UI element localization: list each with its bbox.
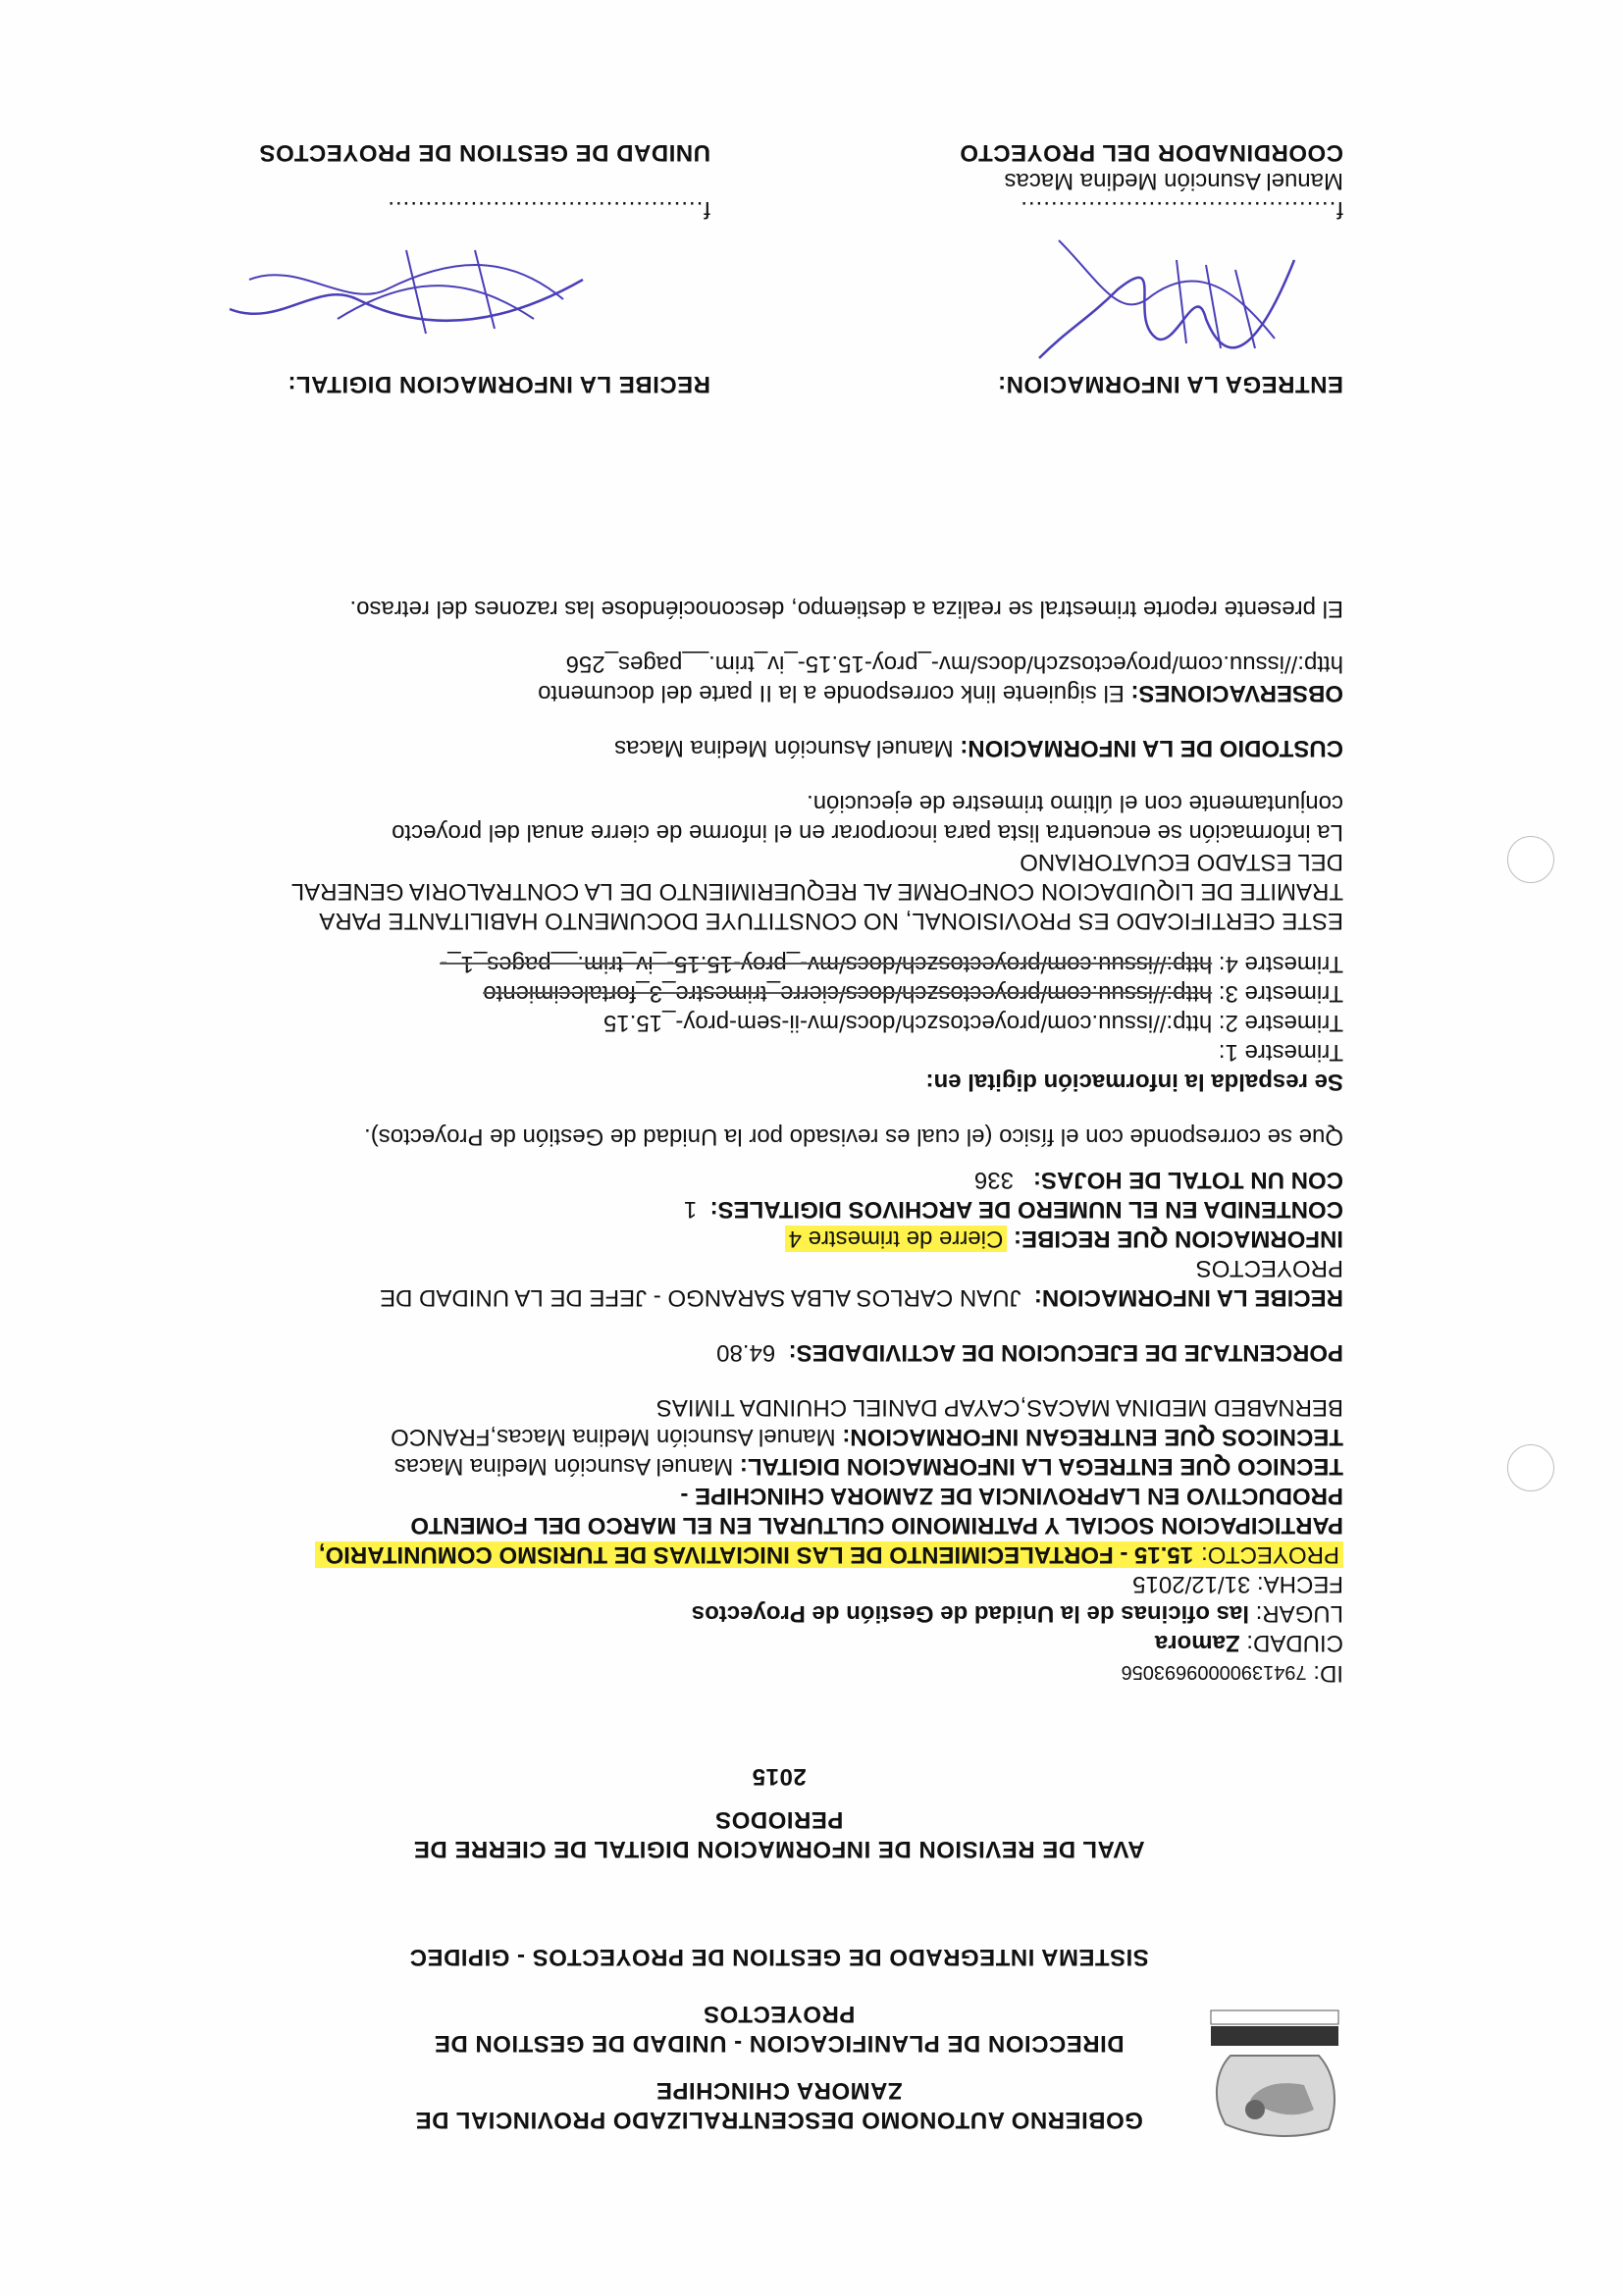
document-year: 2015	[752, 1763, 807, 1790]
custodio-row	[313, 733, 1343, 762]
respalda-heading: Se respalda la información digital en:	[925, 1069, 1343, 1095]
ciudad-value: Zamora	[1154, 1630, 1240, 1656]
trimestre-4-link[interactable]: http://issuu.com/proyectoszch/docs/mv-_proy-15.15-_iv_trim.__pages_1_-	[440, 951, 1213, 977]
fecha-row	[313, 1569, 1343, 1598]
logo-emblem-icon	[1201, 2002, 1348, 2139]
total-hojas-value: 336	[973, 1167, 1014, 1193]
trimestre-1-row	[313, 1037, 1343, 1067]
provincial-logo	[1201, 2002, 1348, 2139]
entrega-dots: f..........................................	[1020, 196, 1343, 223]
gov-line-2: ZAMORA CHINCHIPE	[655, 2077, 903, 2104]
certificado-line-3: DEL ESTADO ECUATORIANO	[1020, 849, 1343, 875]
id-label: ID:	[1313, 1660, 1343, 1687]
recibe-value-1: JUAN CARLOS ALBA SARANGO - JEFE DE LA UNIDAD DE	[380, 1284, 1021, 1311]
trimestre-3-link[interactable]: http://issuu.com/proyectoszch/docs/cierre_trimestre_3_fortalecimiento	[483, 980, 1213, 1007]
dir-line-1: DIRECCION DE PLANIFICACION - UNIDAD DE GESTION DE	[434, 2030, 1125, 2057]
entrega-title: ENTREGA LA INFORMACION:	[997, 371, 1343, 397]
info-recibe-label: INFORMACION QUE RECIBE:	[1014, 1226, 1343, 1252]
tecnicos-row	[313, 1422, 1343, 1451]
total-hojas-label: CON UN TOTAL DE HOJAS:	[1032, 1167, 1343, 1193]
retraso-text: El presente reporte trimestral se realiza a destiempo, desconociéndose las razones del retraso.	[349, 596, 1343, 622]
proyecto-line-1: 15.15 - FORTALECIMIENTO DE LAS INICIATIVAS DE TURISMO COMUNITARIO,	[315, 1541, 1197, 1568]
contenida-label: CONTENIDA EN EL NUMERO DE ARCHIVOS DIGITALES:	[709, 1196, 1343, 1223]
tecnico-label: TECNICO QUE ENTREGA LA INFORMACION DIGITAL:	[739, 1453, 1343, 1480]
porcentaje-value: 64.80	[716, 1339, 776, 1366]
tecnicos-label: TECNICOS QUE ENTREGAN INFORMACION:	[842, 1424, 1343, 1450]
contenida-row	[313, 1194, 1343, 1224]
custodio-label: CUSTODIO DE LA INFORMACION:	[960, 735, 1343, 761]
recibe-label: RECIBE LA INFORMACION:	[1033, 1284, 1343, 1311]
recibe-role: UNIDAD DE GESTION DE PROYECTOS	[259, 139, 710, 166]
lista-line-1: La información se encuentra lista para incorporar en el informe de cierre anual del proyecto	[392, 819, 1343, 846]
ciudad-label: CIUDAD:	[1246, 1630, 1343, 1656]
observaciones-value-1: El siguiente link corresponde a la II parte del documento	[538, 680, 1125, 706]
entrega-name: Manuel Asunción Medina Macas	[1004, 168, 1343, 194]
entrega-signature-scribble	[1020, 231, 1314, 378]
porcentaje-label: PORCENTAJE DE EJECUCION DE ACTIVIDADES:	[788, 1339, 1343, 1366]
tecnicos-value-2: BERNABED MEDINA MACAS,CAYAP DANIEL CHUINDA TIMIAS	[655, 1394, 1343, 1421]
id-value: 79413900009693056	[1121, 1661, 1307, 1683]
punch-hole-lower	[1507, 836, 1554, 883]
entrega-role: COORDINADOR DEL PROYECTO	[959, 139, 1343, 166]
lugar-value: las oficinas de la Unidad de Gestión de Proyectos	[691, 1600, 1249, 1627]
porcentaje-row	[313, 1337, 1343, 1367]
trimestre-4-label: Trimestre 4:	[1218, 951, 1343, 977]
fecha-value: 31/12/2015	[1132, 1571, 1251, 1597]
tecnico-row	[313, 1451, 1343, 1481]
contenida-value: 1	[683, 1196, 698, 1223]
total-hojas-row	[313, 1165, 1343, 1194]
trimestre-2-label: Trimestre 2:	[1218, 1010, 1343, 1036]
proyecto-label: PROYECTO:	[1197, 1541, 1343, 1568]
document-body	[290, 594, 1343, 1688]
observaciones-row	[313, 678, 1343, 707]
document-title: AVAL DE REVISION DE INFORMACION DIGITAL DE CIERRE DE PERIODOS	[413, 1806, 1145, 1862]
ciudad-row	[313, 1628, 1343, 1657]
recibe-dots: f..........................................	[387, 196, 710, 223]
gov-line-1: GOBIERNO AUTONOMO DESCENTRALIZADO PROVINCIAL DE	[415, 2107, 1143, 2133]
fecha-label: FECHA:	[1256, 1571, 1343, 1597]
lugar-label: LUGAR:	[1255, 1600, 1343, 1627]
info-recibe-value: Cierre de trimestre 4	[785, 1226, 1008, 1252]
recibe-signature-scribble	[220, 231, 593, 358]
observaciones-label: OBSERVACIONES:	[1130, 680, 1343, 706]
certificado-line-1: ESTE CERTIFICADO ES PROVISIONAL, NO CONSTITUYE DOCUMENTO HABILITANTE PARA	[319, 908, 1343, 934]
trimestre-3-label: Trimestre 3:	[1218, 980, 1343, 1007]
system-name: SISTEMA INTEGRADO DE GESTION DE PROYECTOS - GIPIDEC	[409, 1944, 1149, 1970]
signature-recibe	[161, 138, 710, 397]
trimestre-2-link[interactable]: http://issuu.com/proyectoszch/docs/mv-ii-sem-proy-_15.15	[602, 1010, 1213, 1036]
corresponde-text: Que se corresponde con el físico (el cual es revisado por la Unidad de Gestión de Proyectos).	[364, 1123, 1343, 1150]
tecnico-value: Manuel Asunción Medina Macas	[393, 1453, 734, 1480]
lista-line-2: conjuntamente con el último trimestre de ejecución.	[807, 790, 1343, 816]
proyecto-line-3: PRODUCTIVO EN LAPROVINCIA DE ZAMORA CHINCHIPE -	[680, 1483, 1343, 1509]
proyecto-row	[313, 1539, 1343, 1569]
recibe-title: RECIBE LA INFORMACION DIGITAL:	[288, 371, 710, 397]
punch-hole-upper	[1507, 1444, 1554, 1491]
recibe-value-2: PROYECTOS	[1195, 1255, 1343, 1281]
custodio-value: Manuel Asunción Medina Macas	[614, 735, 954, 761]
observaciones-link[interactable]: http://issuu.com/proyectoszch/docs/mv-_proy-15.15-_iv_trim.__pages_256	[565, 651, 1343, 677]
proyecto-line-2: PARTICIPACION SOCIAL Y PATRIMONIO CULTURAL EN EL MARCO DEL FOMENTO	[410, 1512, 1343, 1539]
trimestre-3-row	[313, 978, 1343, 1008]
trimestre-4-row	[313, 949, 1343, 978]
recibe-row	[313, 1282, 1343, 1312]
certificado-line-2: TRAMITE DE LIQUIDACION CONFORME AL REQUERIMIENTO DE LA CONTRALORIA GENERAL	[290, 878, 1343, 905]
document-header	[347, 1761, 1211, 2134]
tecnicos-value-1: Manuel Asunción Medina Macas,FRANCO	[391, 1424, 836, 1450]
trimestre-2-row	[313, 1008, 1343, 1037]
lugar-row	[313, 1598, 1343, 1628]
dir-line-2: PROYECTOS	[703, 2001, 856, 2027]
id-row	[313, 1657, 1343, 1688]
signature-entrega	[794, 138, 1343, 397]
trimestre-1-label: Trimestre 1:	[1218, 1039, 1343, 1066]
info-recibe-row	[313, 1224, 1343, 1253]
